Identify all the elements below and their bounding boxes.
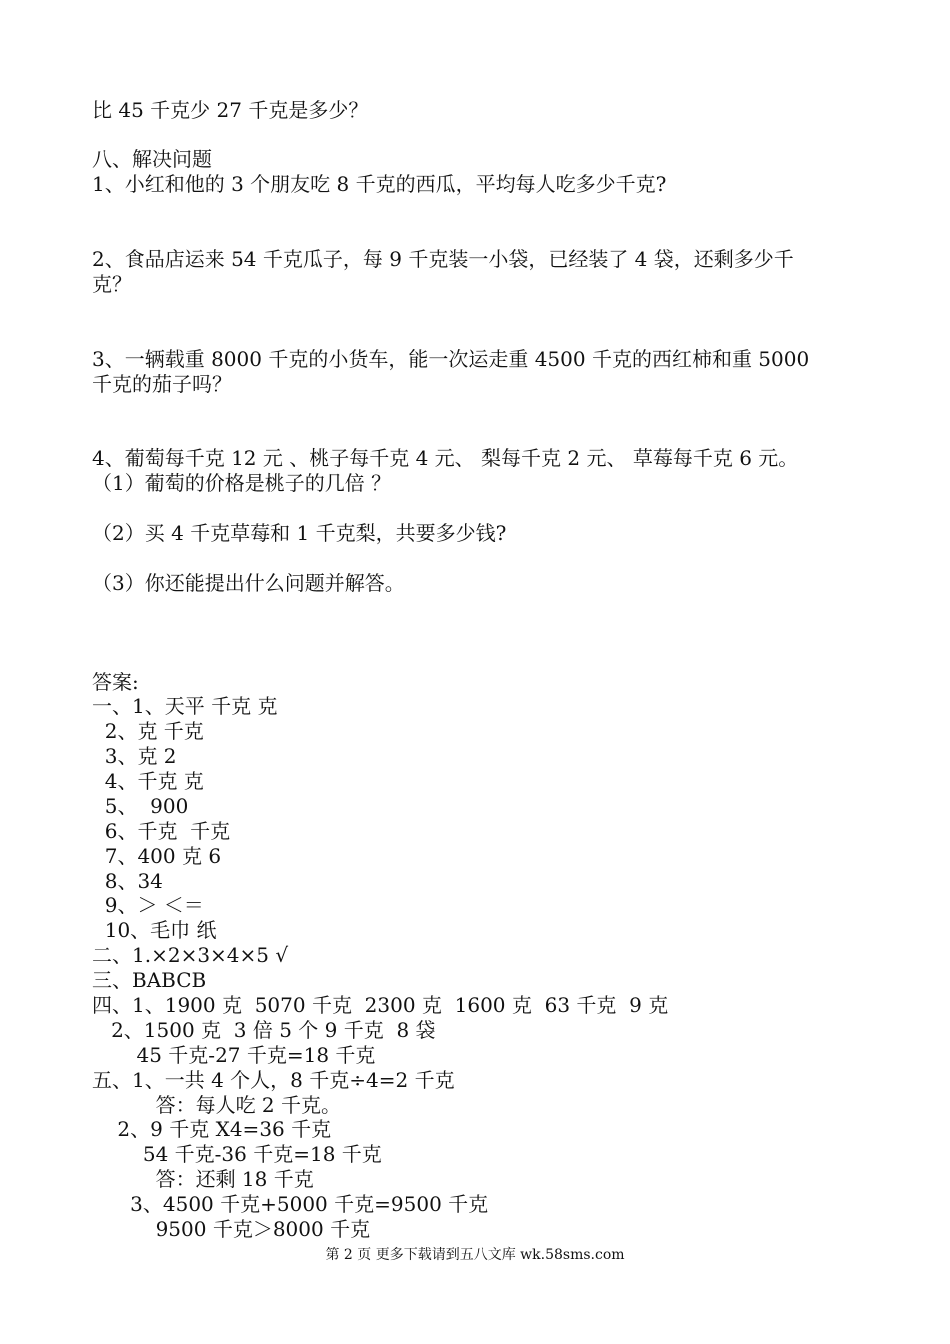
problem-2-line-1: 2、食品店运来 54 千克瓜子，每 9 千克装一小袋，已经装了 4 袋，还剩多少千 xyxy=(92,247,794,271)
answer-line: 7、400 克 6 xyxy=(92,844,222,868)
answer-line: 9500 千克＞8000 千克 xyxy=(92,1217,371,1241)
section-8-heading: 八、解决问题 xyxy=(92,147,212,171)
question-7-tail: 比 45 千克少 27 千克是多少？ xyxy=(92,98,369,122)
answer-line: 五、1、一共 4 个人，8 千克÷4=2 千克 xyxy=(92,1068,455,1092)
answer-line: 3、克 2 xyxy=(92,744,177,768)
answer-line: 四、1、1900 克 5070 千克 2300 克 1600 克 63 千克 9 克 xyxy=(92,993,669,1017)
problem-4: 4、葡萄每千克 12 元 、桃子每千克 4 元、 梨每千克 2 元、 草莓每千克 6 元。 xyxy=(92,446,799,470)
answers-title: 答案: xyxy=(92,670,139,694)
answer-line: 2、1500 克 3 倍 5 个 9 千克 8 袋 xyxy=(92,1018,436,1042)
answer-line: 2、9 千克 X4=36 千克 xyxy=(92,1117,332,1141)
answer-line: 54 千克-36 千克=18 千克 xyxy=(92,1142,382,1166)
problem-4-part-2: （2）买 4 千克草莓和 1 千克梨，共要多少钱? xyxy=(92,521,507,545)
problem-1: 1、小红和他的 3 个朋友吃 8 千克的西瓜，平均每人吃多少千克? xyxy=(92,172,667,196)
answer-line: 二、1.×2×3×4×5 √ xyxy=(92,943,289,967)
answer-line: 5、 900 xyxy=(92,794,189,818)
problem-3-line-1: 3、一辆载重 8000 千克的小货车，能一次运走重 4500 千克的西红柿和重 5000 xyxy=(92,347,810,371)
answer-line: 9、＞ ＜＝ xyxy=(92,893,204,917)
answer-line: 答：每人吃 2 千克。 xyxy=(92,1093,342,1117)
answer-line: 45 千克-27 千克=18 千克 xyxy=(92,1043,376,1067)
page-footer: 第 2 页 更多下载请到五八文库 wk.58sms.com xyxy=(325,1247,625,1263)
answer-line: 3、4500 千克+5000 千克=9500 千克 xyxy=(92,1192,489,1216)
problem-4-part-1: （1）葡萄的价格是桃子的几倍 ？ xyxy=(92,471,392,495)
answer-line: 4、千克 克 xyxy=(92,769,204,793)
answer-line: 6、千克 千克 xyxy=(92,819,231,843)
answer-line: 8、34 xyxy=(92,869,163,893)
answer-line: 三、BABCB xyxy=(92,968,207,992)
problem-2-line-2: 克？ xyxy=(92,272,132,296)
answer-line: 2、克 千克 xyxy=(92,719,204,743)
problem-3-line-2: 千克的茄子吗？ xyxy=(92,372,232,396)
problem-4-part-3: （3）你还能提出什么问题并解答。 xyxy=(92,571,405,595)
answer-line: 10、毛巾 纸 xyxy=(92,918,217,942)
answer-line: 一、1、天平 千克 克 xyxy=(92,694,278,718)
answer-line: 答：还剩 18 千克 xyxy=(92,1167,314,1191)
